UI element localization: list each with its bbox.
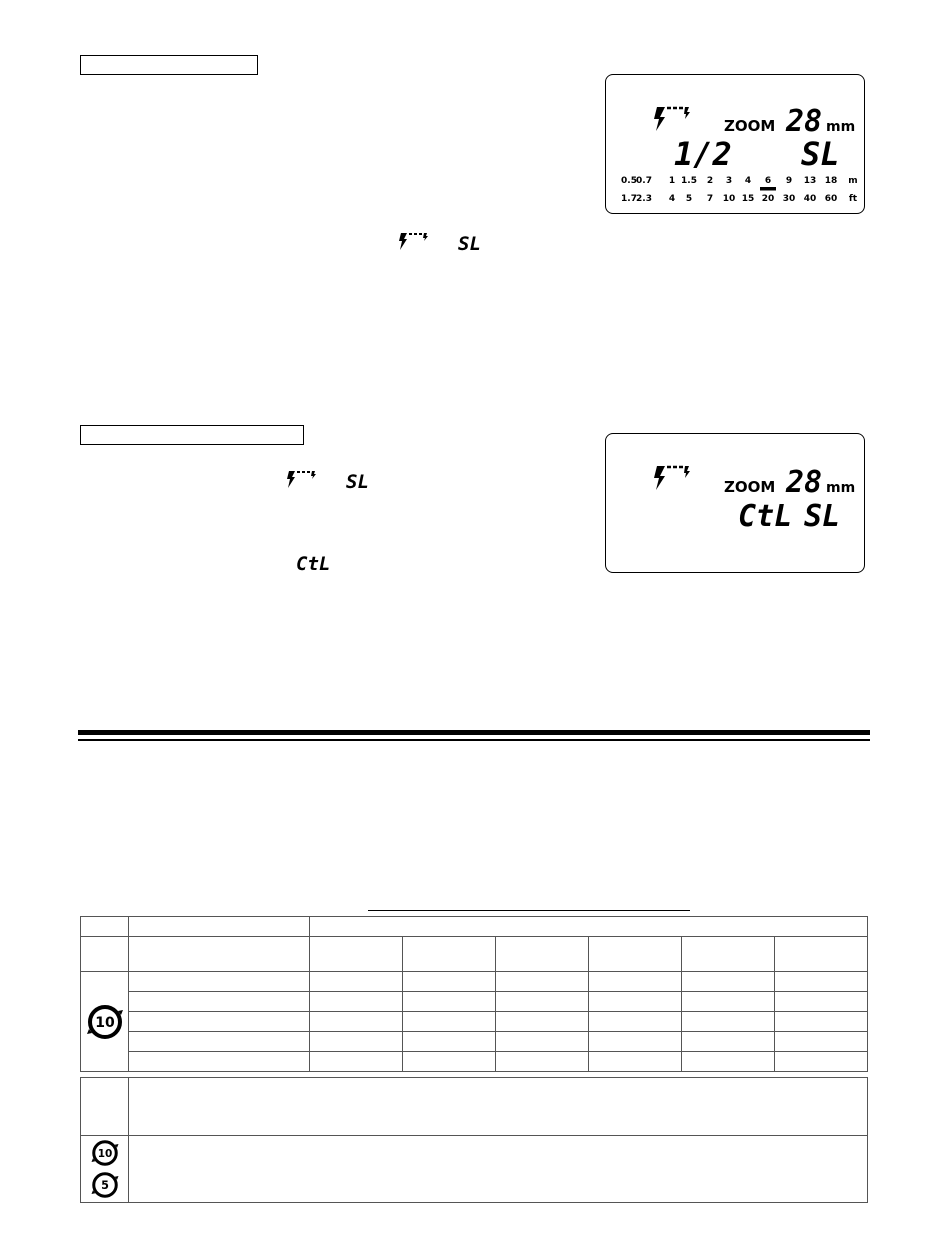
table-cell <box>310 1032 403 1052</box>
table-cell <box>81 937 129 972</box>
section-header-box <box>80 425 304 445</box>
svg-text:SL: SL <box>458 233 481 254</box>
table-cell <box>682 937 775 972</box>
table-cell <box>775 992 868 1012</box>
lcd-panel-manual <box>605 74 865 214</box>
table-cell <box>496 972 589 992</box>
distance-tick-label: 0.5 <box>621 176 637 186</box>
table-cell <box>310 937 403 972</box>
svg-text:5: 5 <box>100 1178 109 1192</box>
table-cell <box>496 1052 589 1072</box>
notes-table <box>80 1077 868 1203</box>
distance-tick-label: 4 <box>668 194 676 204</box>
ctl-symbol <box>296 552 342 574</box>
distance-scale-marker <box>760 187 776 191</box>
distance-unit-label: ft <box>848 194 858 204</box>
mode-indicator: SL <box>801 135 840 173</box>
distance-tick-label: 15 <box>741 194 755 204</box>
table-cell <box>310 992 403 1012</box>
distance-tick-label: 30 <box>782 194 796 204</box>
table-cell <box>310 972 403 992</box>
lcd-panel-controller-display <box>606 434 864 572</box>
distance-tick-label: 2 <box>706 176 714 186</box>
section-divider-thick <box>78 730 870 735</box>
zoom-unit: mm <box>826 119 856 135</box>
table-cell <box>496 1032 589 1052</box>
distance-tick-label: 3 <box>725 176 733 186</box>
table-cell <box>589 1012 682 1032</box>
distance-tick-label: 13 <box>803 176 817 186</box>
distance-tick-label: 40 <box>803 194 817 204</box>
flash-slave-icon <box>286 468 326 490</box>
distance-scale-meters <box>621 176 858 186</box>
flash-slave-icon <box>654 107 690 131</box>
table-cell <box>403 937 496 972</box>
table-row <box>81 1012 868 1032</box>
lcd-panel-manual-display <box>606 75 864 213</box>
sl-symbol <box>458 232 488 254</box>
mode-indicator: SL <box>804 499 841 534</box>
table-cell <box>496 1012 589 1032</box>
svg-text:10: 10 <box>97 1147 112 1160</box>
table-cell <box>403 1052 496 1072</box>
table-cell <box>682 1052 775 1072</box>
table-cell <box>129 1012 310 1032</box>
table-cell <box>81 1136 129 1203</box>
zoom-unit: mm <box>826 480 856 496</box>
table-cell <box>129 1078 868 1136</box>
table-cell <box>589 972 682 992</box>
table-cell <box>129 1052 310 1072</box>
svg-text:SL: SL <box>346 471 369 492</box>
table-cell <box>129 972 310 992</box>
distance-tick-label: 9 <box>785 176 793 186</box>
distance-tick-label: 2.3 <box>636 194 652 204</box>
table-cell <box>682 1012 775 1032</box>
table-cell <box>403 1032 496 1052</box>
table-cell <box>129 1032 310 1052</box>
table-cell <box>310 1012 403 1032</box>
table-row <box>81 992 868 1012</box>
table-row <box>81 1052 868 1072</box>
section-header-box <box>80 55 258 75</box>
table-cell <box>589 1052 682 1072</box>
table-cell <box>589 992 682 1012</box>
epup-10-icon <box>90 1138 120 1168</box>
table-cell <box>775 1032 868 1052</box>
table-cell <box>129 937 310 972</box>
distance-tick-label: 7 <box>706 194 714 204</box>
table-row <box>81 972 868 992</box>
svg-text:CtL: CtL <box>296 553 331 574</box>
table-cell <box>81 917 129 937</box>
epup-10-icon <box>85 1002 125 1042</box>
distance-tick-label: 5 <box>685 194 693 204</box>
distance-tick-label: 10 <box>722 194 736 204</box>
table-header-row <box>81 937 868 972</box>
table-cell <box>403 1012 496 1032</box>
table-header-row <box>81 917 868 937</box>
table-cell <box>81 1078 129 1136</box>
table-cell <box>589 1032 682 1052</box>
zoom-value: 28 <box>786 104 823 139</box>
distance-unit-label: m <box>848 176 858 186</box>
table-cell <box>496 992 589 1012</box>
svg-text:10: 10 <box>94 1014 115 1031</box>
table-cell <box>775 1012 868 1032</box>
table-cell <box>129 917 310 937</box>
distance-tick-label: 1.7 <box>621 194 637 204</box>
section-divider-thin <box>78 739 870 741</box>
table-cell <box>129 992 310 1012</box>
ctl-indicator: CtL <box>738 499 793 534</box>
table-cell <box>775 972 868 992</box>
epup-5-icon <box>90 1170 120 1200</box>
distance-tick-label: 4 <box>744 176 752 186</box>
distance-tick-label: 60 <box>824 194 838 204</box>
distance-tick-label: 0.7 <box>636 176 652 186</box>
zoom-label: ZOOM <box>724 478 776 496</box>
table-cell <box>775 937 868 972</box>
table-cell <box>682 1032 775 1052</box>
distance-tick-label: 20 <box>761 194 775 204</box>
notes-row <box>81 1136 868 1203</box>
table-cell <box>81 972 129 1072</box>
table-cell <box>403 972 496 992</box>
distance-tick-label: 1.5 <box>681 176 697 186</box>
flash-slave-icon <box>398 230 438 252</box>
table-cell <box>129 1136 868 1203</box>
distance-tick-label: 1 <box>668 176 676 186</box>
table-cell <box>496 937 589 972</box>
distance-scale-feet <box>621 194 858 204</box>
table-cell <box>310 917 868 937</box>
table-row <box>81 1032 868 1052</box>
notes-row <box>81 1078 868 1136</box>
table-cell <box>682 992 775 1012</box>
table-cell <box>310 1052 403 1072</box>
zoom-value: 28 <box>786 465 823 500</box>
distance-tick-label: 6 <box>764 176 772 186</box>
table-cell <box>775 1052 868 1072</box>
distance-tick-label: 18 <box>824 176 838 186</box>
flash-slave-icon <box>654 466 690 490</box>
lcd-panel-controller <box>605 433 865 573</box>
flash-power: 1/2 <box>674 135 732 173</box>
table-cell <box>682 972 775 992</box>
hazardous-substance-table <box>80 916 868 1072</box>
sl-symbol <box>346 470 376 492</box>
table-caption-underline <box>368 910 690 911</box>
table-cell <box>589 937 682 972</box>
zoom-label: ZOOM <box>724 117 776 135</box>
table-cell <box>403 992 496 1012</box>
